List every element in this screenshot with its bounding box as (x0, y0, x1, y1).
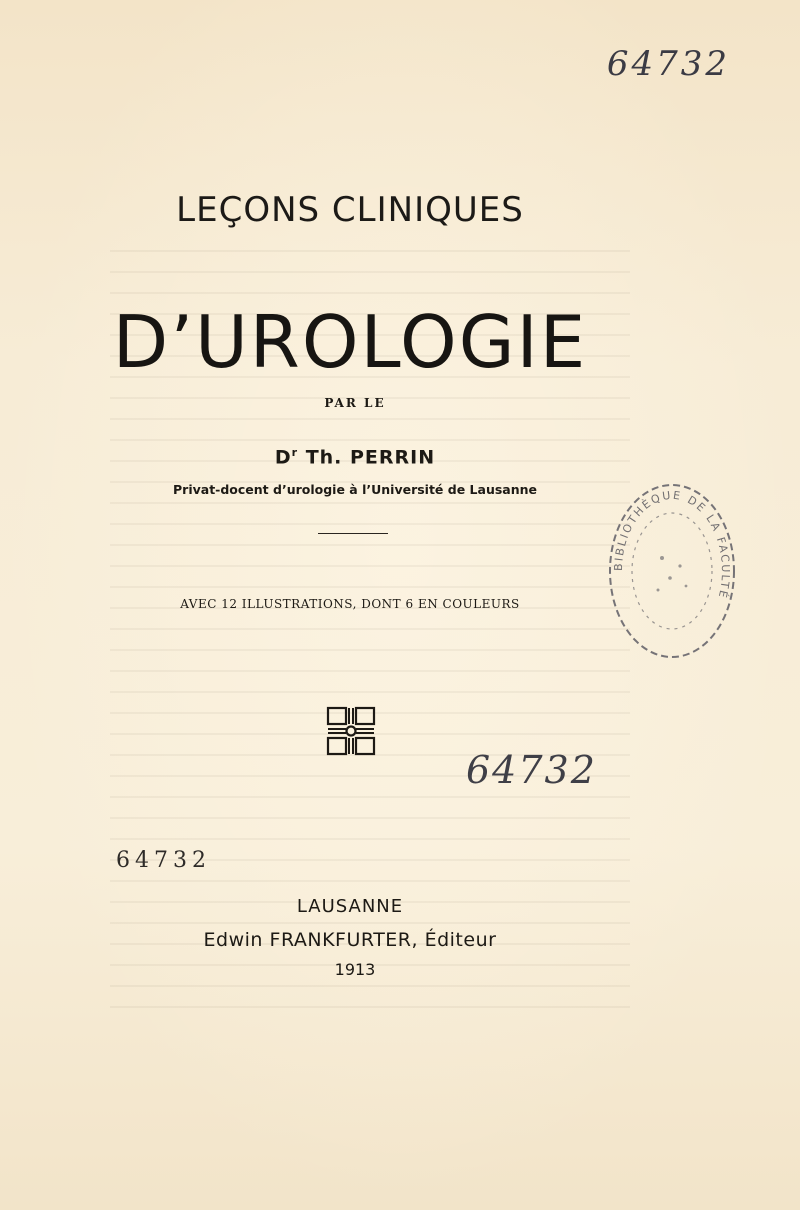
title-line-2: D’UROLOGIE (112, 300, 588, 384)
library-seal-stamp-icon (602, 478, 742, 664)
accession-number-left: 64732 (116, 848, 211, 873)
divider-rule (318, 533, 388, 534)
publisher-emblem-icon (326, 706, 376, 756)
library-seal-text: BIBLIOTHÈQUE DE LA FACULTÉ (611, 488, 733, 601)
accession-number-top: 64732 (606, 44, 730, 84)
author-name (0, 446, 710, 468)
imprint-publisher: Edwin FRANKFURTER, Éditeur (203, 929, 497, 951)
accession-number-middle: 64732 (466, 748, 597, 792)
author-prefix: D (274, 446, 292, 469)
illustrations-note: AVEC 12 ILLUSTRATIONS, DONT 6 EN COULEURS (180, 597, 520, 611)
by-line: PAR LE (324, 396, 386, 410)
author-position: Privat-docent d’urologie à l’Université de Lausanne (173, 482, 537, 497)
imprint-year: 1913 (334, 960, 376, 979)
svg-text:BIBLIOTHÈQUE DE LA FACULTÉ (612, 489, 732, 601)
author-name-text: Th. PERRIN (305, 446, 436, 469)
author-prefix-sup: r (291, 446, 299, 459)
title-line-1: LEÇONS CLINIQUES (176, 190, 524, 230)
imprint-city: LAUSANNE (296, 896, 404, 917)
